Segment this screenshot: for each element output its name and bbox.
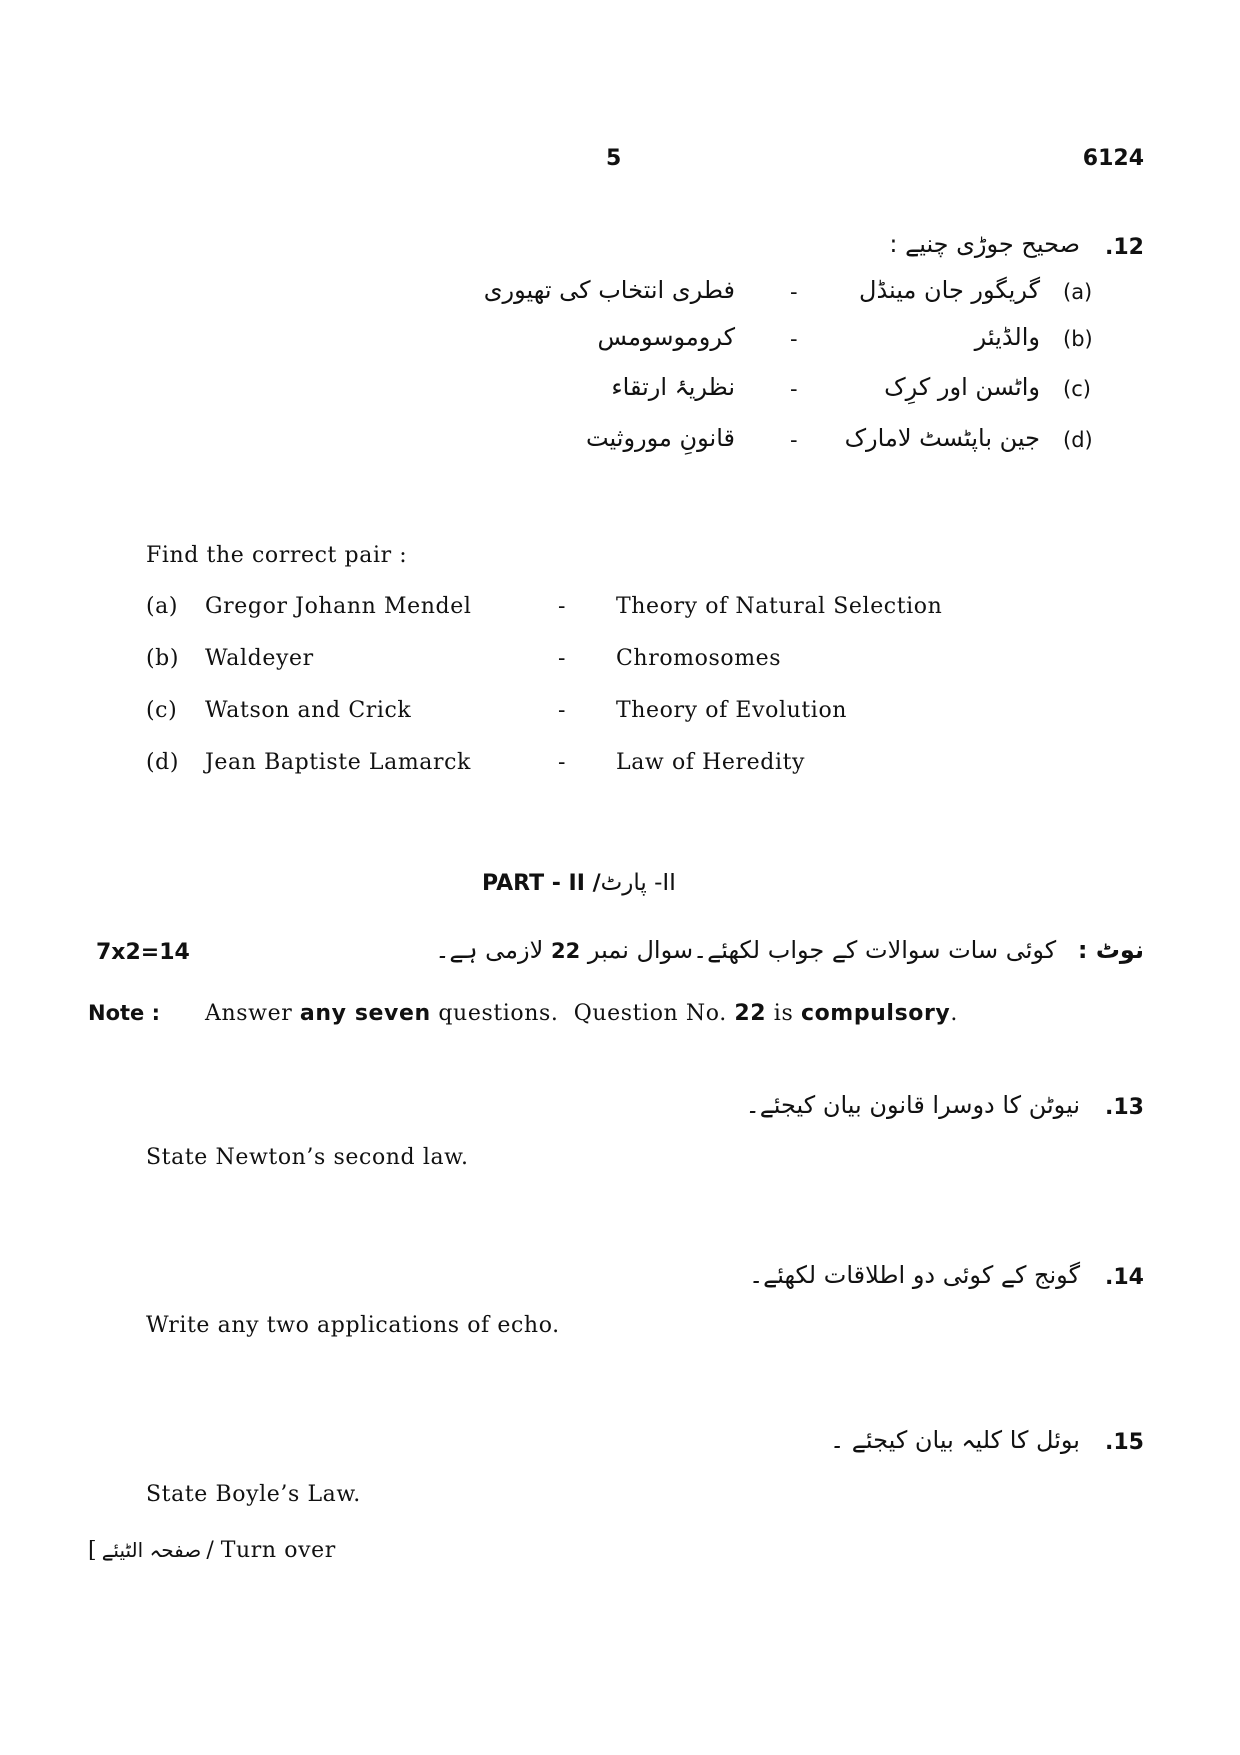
english-pair-label: (d) (146, 750, 180, 775)
question-number-13: .13 (1105, 1095, 1144, 1120)
english-pair-right: Theory of Evolution (616, 698, 848, 723)
note-emphasis-number: 22 (734, 1001, 767, 1026)
english-pair-right: Chromosomes (616, 646, 782, 671)
urdu-pair-label: (c) (1063, 377, 1091, 401)
note-emphasis-compulsory: compulsory (800, 1001, 951, 1026)
english-pair-label: (c) (146, 698, 178, 723)
english-pair-dash: - (558, 594, 567, 619)
english-pair-left: Watson and Crick (205, 698, 412, 723)
urdu-note-number: 22 (550, 939, 581, 963)
urdu-pair-label: (d) (1063, 428, 1093, 452)
note-emphasis-any-seven: any seven (299, 1001, 431, 1026)
note-text-part: Answer (205, 1001, 300, 1026)
urdu-note (435, 936, 1144, 964)
footer-urdu: صفحہ الٹیئے (101, 1538, 202, 1562)
english-pair-right: Theory of Natural Selection (616, 594, 943, 619)
english-pair-dash: - (558, 750, 567, 775)
footer-bracket: [ (88, 1538, 97, 1563)
part-heading-english: PART - II / (482, 871, 601, 896)
question-number-14: .14 (1105, 1265, 1144, 1290)
urdu-note-text-before: کوئی سات سوالات کے جواب لکھئے۔سوال نمبر (587, 936, 1057, 964)
paper-code: 6124 (1082, 146, 1144, 171)
q13-urdu: نیوٹن کا دوسرا قانون بیان کیجئے۔ (745, 1091, 1080, 1119)
english-pair-dash: - (558, 698, 567, 723)
part-heading-urdu: II- پارٹ (600, 870, 676, 896)
english-pair-left: Jean Baptiste Lamarck (205, 750, 471, 775)
turn-over-footer (88, 1538, 336, 1563)
urdu-pair-dash: - (790, 428, 798, 452)
english-pair-label: (a) (146, 594, 179, 619)
english-pair-dash: - (558, 646, 567, 671)
urdu-pair-left: جین باپٹسٹ لامارک (844, 424, 1040, 452)
note-text-part: questions. Question No. (430, 1001, 735, 1026)
urdu-pair-label: (b) (1063, 327, 1093, 351)
note-label: Note : (88, 1001, 160, 1025)
question-number-12: .12 (1105, 235, 1144, 260)
urdu-note-text-after: لازمی ہے۔ (435, 936, 544, 964)
q14-urdu: گونج کے کوئی دو اطلاقات لکھئے۔ (749, 1261, 1080, 1289)
urdu-pair-dash: - (790, 327, 798, 351)
page-number: 5 (606, 146, 622, 171)
english-pair-left: Waldeyer (205, 646, 314, 671)
q12-english-prompt: Find the correct pair : (146, 543, 408, 568)
urdu-pair-right: کروموسومس (597, 323, 735, 351)
note-text (205, 1001, 958, 1026)
part-heading (482, 870, 676, 896)
note-text-part: is (766, 1001, 801, 1026)
urdu-pair-dash: - (790, 280, 798, 304)
urdu-pair-label: (a) (1063, 280, 1093, 304)
note-text-part: . (950, 1001, 958, 1026)
q13-english: State Newton’s second law. (146, 1145, 469, 1170)
q12-urdu-prompt: صحیح جوڑی چنیے : (889, 230, 1080, 258)
urdu-pair-left: گریگور جان مینڈل (859, 276, 1040, 304)
english-pair-left: Gregor Johann Mendel (205, 594, 472, 619)
marks-allocation: 7x2=14 (96, 940, 190, 965)
urdu-pair-right: فطری انتخاب کی تھیوری (483, 276, 735, 304)
urdu-pair-right: قانونِ موروثیت (585, 424, 735, 452)
urdu-pair-right: نظریۂ ارتقاء (611, 373, 735, 401)
q15-urdu: بوئل کا کلیہ بیان کیجئے ۔ (830, 1426, 1080, 1454)
footer-english: / Turn over (206, 1538, 336, 1563)
urdu-note-label: نوٹ : (1077, 936, 1144, 964)
q15-english: State Boyle’s Law. (146, 1482, 361, 1507)
english-pair-right: Law of Heredity (616, 750, 806, 775)
urdu-pair-left: واٹسن اور کرِک (884, 373, 1040, 401)
question-number-15: .15 (1105, 1430, 1144, 1455)
q14-english: Write any two applications of echo. (146, 1313, 560, 1338)
english-pair-label: (b) (146, 646, 180, 671)
urdu-pair-dash: - (790, 377, 798, 401)
urdu-pair-left: والڈیئر (974, 323, 1040, 351)
